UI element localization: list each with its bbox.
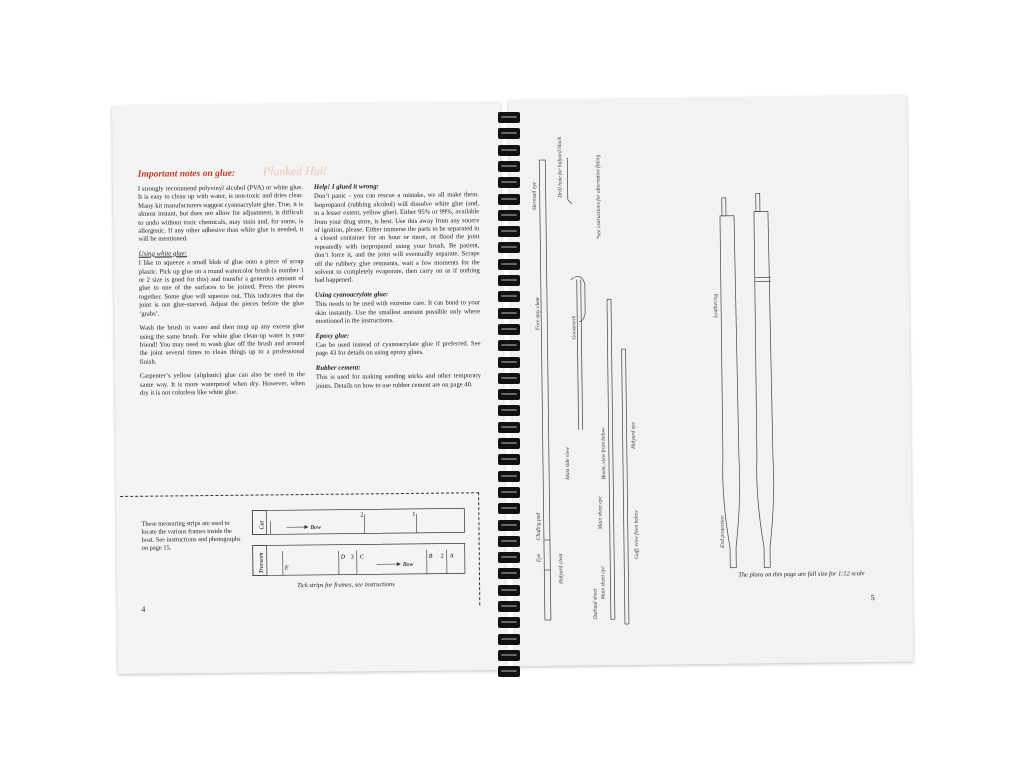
glue-notes-heading: Important notes on glue: (137, 168, 236, 180)
paragraph: Can be used instead of cyanoacrylate glue if preferred. See page 43 for details on using epoxy glues. (315, 340, 481, 358)
binding-ring (498, 405, 520, 416)
label-gaff-view: Gaff, view from below (633, 510, 641, 559)
tick-2b: 2 (440, 553, 444, 560)
binding-ring (498, 275, 520, 286)
tick-2: 2 (360, 512, 364, 519)
subheading-epoxy: Epoxy glue: (315, 332, 350, 340)
paragraph: This is used for making sanding sticks and other temporary joints. Details on how to use rubber cement are on page 40. (315, 372, 481, 390)
binding-ring (498, 471, 520, 482)
paragraph: Don’t panic - you can rescue a mistake, we all make them. Isopropanol (rubbing alcohol) will dissolve white glue (and, to a lesser extent, yellow glue). Either 95% or 99%, available from your drug store, is best. Use this away from any source of ignition, please. Either immerse the parts to be separated in a closed container for an hour or more, or flood the joint repeatedly with isopropanol using your brush. Be patient, don’t force it, and the joint will eventually separate. Scrape off the rubbery glue remnants, wait a few moments for the solvent to completely evaporate, then carry on as if nothing had happened. (313, 191, 480, 285)
binding-ring (498, 650, 520, 661)
tick-D: D (340, 554, 346, 561)
bleed-through-heading: Planked Hull (262, 163, 327, 179)
arrow-head (397, 562, 401, 566)
label-eye: Eye (536, 553, 543, 563)
strip-note: These measuring strips are used to locate the various frames inside the boat. See instructions and photographs on page 15. (141, 519, 241, 552)
label-boom-view: Boom, view from below (600, 427, 608, 480)
binding-ring (498, 210, 520, 221)
binding-ring (498, 454, 520, 465)
paragraph: I like to squeeze a small blob of glue onto a piece of scrap plastic. Pick up glue on a round watercolor brush (a number 1 or 2 size is good for this) and transfer a generous amount of glue to one of the surfaces to be joined. Press the pieces together. Some glue will squeeze out. This indicates that the joint is not glue-starved. Adjust the pieces before the glue ‘grabs’. (138, 258, 305, 318)
label-sternsail-eye: Sternsail eye (531, 181, 538, 211)
left-column (138, 184, 305, 404)
subheading-cyanoacrylate: Using cyanoacrylate glue: (314, 291, 389, 299)
tick-E: E (284, 565, 289, 572)
binding-ring (498, 438, 520, 449)
binding-ring (498, 291, 520, 302)
mast-drawing (539, 158, 577, 620)
label-drill-hole: Drill hole for halyard block (557, 136, 564, 198)
strip-caption: Tick strips for frames, see instructions (297, 581, 395, 590)
binding-ring (498, 568, 520, 579)
binding-ring (498, 145, 520, 156)
tick-1: 1 (412, 511, 416, 518)
boom-drawing (607, 299, 615, 619)
binding-ring (498, 357, 520, 368)
binding-ring (498, 487, 520, 498)
right-page (509, 96, 914, 667)
label-mast-side-view: Mast side view (564, 447, 572, 480)
gooseneck-drawing (571, 276, 587, 429)
tick-strip-top (252, 508, 464, 534)
arrow-head (304, 525, 308, 529)
subheading-rubber-cement: Rubber cement: (315, 364, 361, 372)
label-main-sheet-eye: Main sheet eye (597, 496, 604, 530)
label-end-protection: End protection (719, 515, 727, 548)
binding-ring (498, 177, 520, 188)
binding-ring (498, 422, 520, 433)
label-main-sheet-eye-2: Main sheet eye (600, 566, 607, 600)
binding-ring (498, 503, 520, 514)
binding-ring (498, 161, 520, 172)
binding-ring (498, 373, 520, 384)
subheading-glued-wrong: Help! I glued it wrong: (313, 183, 379, 191)
binding-ring (498, 242, 520, 253)
binding-ring (498, 259, 520, 270)
binding-ring (498, 194, 520, 205)
label-chafing-pad: Chafing pad (535, 512, 542, 541)
binding-ring (498, 520, 520, 531)
paragraph: I strongly recommend polyvinyl alcohol (PVA) or white glue. It is easy to clean up with water, is non-toxic and dries clear. Many kit manufacturers suggest cyanoacrylate glue. True, it is almost instant, but does not allow for adjustment, is difficult to undo without toxic chemicals, may stain and, for some, is allergenic. If any other adhesive than white glue is needed, it will be mentioned. (137, 184, 304, 244)
binding-ring (498, 666, 520, 677)
binding-ring (498, 536, 520, 547)
plans-caption: The plans on this page are full size for 1:12 scale (738, 570, 865, 579)
spar-plans (509, 96, 914, 667)
binding-ring (498, 308, 520, 319)
spiral-binding (496, 100, 522, 680)
binding-ring (498, 552, 520, 563)
label-transom: Transom (258, 552, 265, 574)
binding-ring (498, 128, 520, 139)
gaff-drawing (622, 349, 629, 624)
label-gooseneck: Gooseneck (571, 315, 578, 340)
label-bow-2: Bow (402, 561, 414, 569)
binding-ring (498, 389, 520, 400)
binding-ring (498, 601, 520, 612)
binding-ring (498, 340, 520, 351)
label-outhaul-sheet: Outhaul sheet (592, 588, 599, 620)
binding-ring (498, 112, 520, 123)
page-number-left: 4 (141, 604, 146, 614)
binding-ring (498, 324, 520, 335)
left-page (112, 102, 506, 674)
tick-C: C (359, 554, 364, 561)
subheading-white-glue: Using white glue: (138, 250, 187, 258)
sweep-drawing (719, 193, 774, 568)
measuring-strips (246, 505, 467, 590)
label-halyard-cleat: Halyard cleat (558, 553, 565, 584)
tick-B: B (428, 553, 433, 560)
paragraph: Wash the brush in water and then mop up any excess glue using the same brush. For white glue clean-up water is your friend! You may need to wash glue off the brush and around the joint several times to clean things up to a professional finish. (139, 323, 305, 366)
page-number-right: 5 (870, 593, 875, 603)
tick-A: A (449, 553, 454, 560)
paragraph: This needs to be used with extreme care. It can bond to your skin instantly. Use the smallest amount possible only where mentioned in the instructions. (315, 299, 481, 326)
label-cut: Cut (259, 520, 266, 530)
binding-ring (498, 634, 520, 645)
label-see-instructions: *see instructions for alternative fitting (595, 154, 603, 240)
label-bow-1: Bow (310, 524, 322, 531)
binding-ring (498, 617, 520, 628)
paragraph: Carpenter’s yellow (aliphatic) glue can also be used in the same way. It is more waterproof when dry. However, when dry it is not colorless like white glue. (139, 371, 305, 397)
binding-ring (498, 226, 520, 237)
tick-3: 3 (350, 554, 354, 561)
right-column (314, 182, 481, 397)
label-halyard-eye: Halyard eye (630, 422, 637, 449)
binding-ring (498, 585, 520, 596)
label-leathering: Leathering (712, 293, 720, 318)
label-fore-stay-cleat: Fore stay cleat (534, 297, 542, 331)
